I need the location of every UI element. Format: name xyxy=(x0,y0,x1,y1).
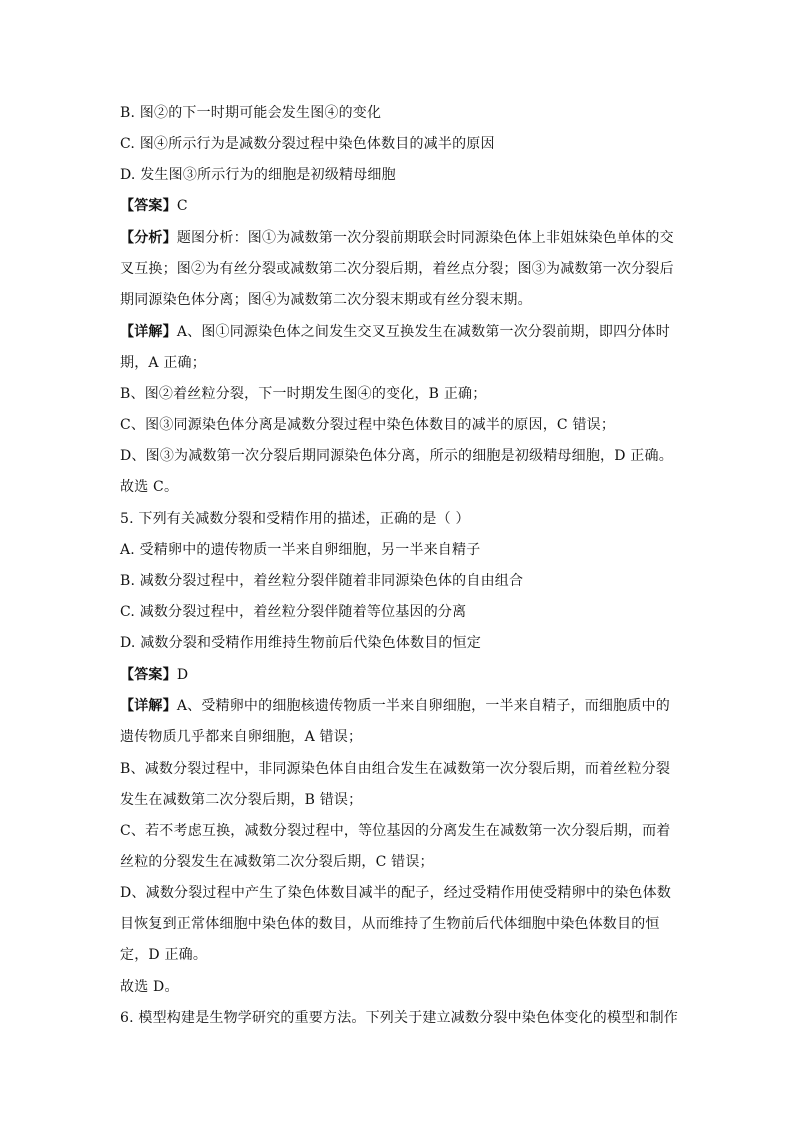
q5-detail-line-1 xyxy=(120,696,680,716)
q5-detail-line-5: C、若不考虑互换，减数分裂过程中，等位基因的分离发生在减数第一次分裂后期，而着 xyxy=(120,823,671,839)
q5-option-d: D. 减数分裂和受精作用维持生物前后代染色体数目的恒定 xyxy=(120,635,482,651)
q4-detail-line-5: D、图③为减数第一次分裂后期同源染色体分离，所示的细胞是初级精母细胞，D 正确。 xyxy=(120,448,673,464)
detail-tag: 【详解】 xyxy=(120,698,177,714)
answer-value: D xyxy=(176,667,189,683)
analysis-text: 题图分析：图①为减数第一次分裂前期联会时同源染色体上非姐妹染色单体的交 xyxy=(176,230,674,246)
q5-option-c: C. 减数分裂过程中，着丝粒分裂伴随着等位基因的分离 xyxy=(120,604,467,620)
q4-option-d: D. 发生图③所示行为的细胞是初级精母细胞 xyxy=(120,167,396,183)
q5-detail-line-6: 丝粒的分裂发生在减数第二次分裂后期，C 错误； xyxy=(120,854,434,870)
q5-detail-line-3: B、减数分裂过程中，非同源染色体自由组合发生在减数第一次分裂后期，而着丝粒分裂 xyxy=(120,761,671,777)
q4-option-b: B. 图②的下一时期可能会发生图④的变化 xyxy=(120,105,382,121)
answer-tag: 【答案】 xyxy=(120,667,177,683)
q4-conclusion: 故选 C。 xyxy=(120,479,179,495)
q5-detail-line-9: 定，D 正确。 xyxy=(120,947,208,963)
q4-detail-line-4: C、图③同源染色体分离是减数分裂过程中染色体数目的减半的原因，C 错误； xyxy=(120,417,616,433)
q4-analysis-line-3: 期同源染色体分离；图④为减数第二次分裂末期或有丝分裂末期。 xyxy=(120,292,532,308)
q4-option-c: C. 图④所示行为是减数分裂过程中染色体数目的减半的原因 xyxy=(120,136,495,152)
q4-detail-line-1 xyxy=(120,322,680,342)
q5-option-b: B. 减数分裂过程中，着丝粒分裂伴随着非同源染色体的自由组合 xyxy=(120,573,524,589)
q5-stem: 5. 下列有关减数分裂和受精作用的描述，正确的是（ ） xyxy=(120,511,470,527)
q5-detail-line-7: D、减数分裂过程中产生了染色体数目减半的配子，经过受精作用使受精卵中的染色体数 xyxy=(120,885,672,901)
q4-analysis-line-1 xyxy=(120,228,680,248)
analysis-tag: 【分析】 xyxy=(120,230,177,246)
detail-text: A、图①同源染色体之间发生交叉互换发生在减数第一次分裂前期，即四分体时 xyxy=(176,324,670,340)
detail-tag: 【详解】 xyxy=(120,324,177,340)
q5-option-a: A. 受精卵中的遗传物质一半来自卵细胞，另一半来自精子 xyxy=(120,542,481,558)
q5-detail-line-2: 遗传物质几乎都来自卵细胞，A 错误； xyxy=(120,729,363,745)
q4-detail-line-2: 期，A 正确； xyxy=(120,355,206,371)
q5-conclusion: 故选 D。 xyxy=(120,979,179,995)
q5-answer xyxy=(120,665,680,685)
q4-analysis-line-2: 叉互换；图②为有丝分裂或减数第二次分裂后期，着丝点分裂；图③为减数第一次分裂后 xyxy=(120,261,674,277)
detail-text: A、受精卵中的细胞核遗传物质一半来自卵细胞，一半来自精子，而细胞质中的 xyxy=(176,698,670,714)
q6-stem: 6. 模型构建是生物学研究的重要方法。下列关于建立减数分裂中染色体变化的模型和制作 xyxy=(120,1010,679,1026)
answer-tag: 【答案】 xyxy=(120,198,177,214)
q4-answer xyxy=(120,196,680,216)
q4-detail-line-3: B、图②着丝粒分裂，下一时期发生图④的变化，B 正确； xyxy=(120,386,487,402)
answer-value: C xyxy=(176,198,188,214)
q5-detail-line-8: 目恢复到正常体细胞中染色体的数目，从而维持了生物前后代体细胞中染色体数目的恒 xyxy=(120,916,660,932)
q5-detail-line-4: 发生在减数第二次分裂后期，B 错误； xyxy=(120,792,363,808)
